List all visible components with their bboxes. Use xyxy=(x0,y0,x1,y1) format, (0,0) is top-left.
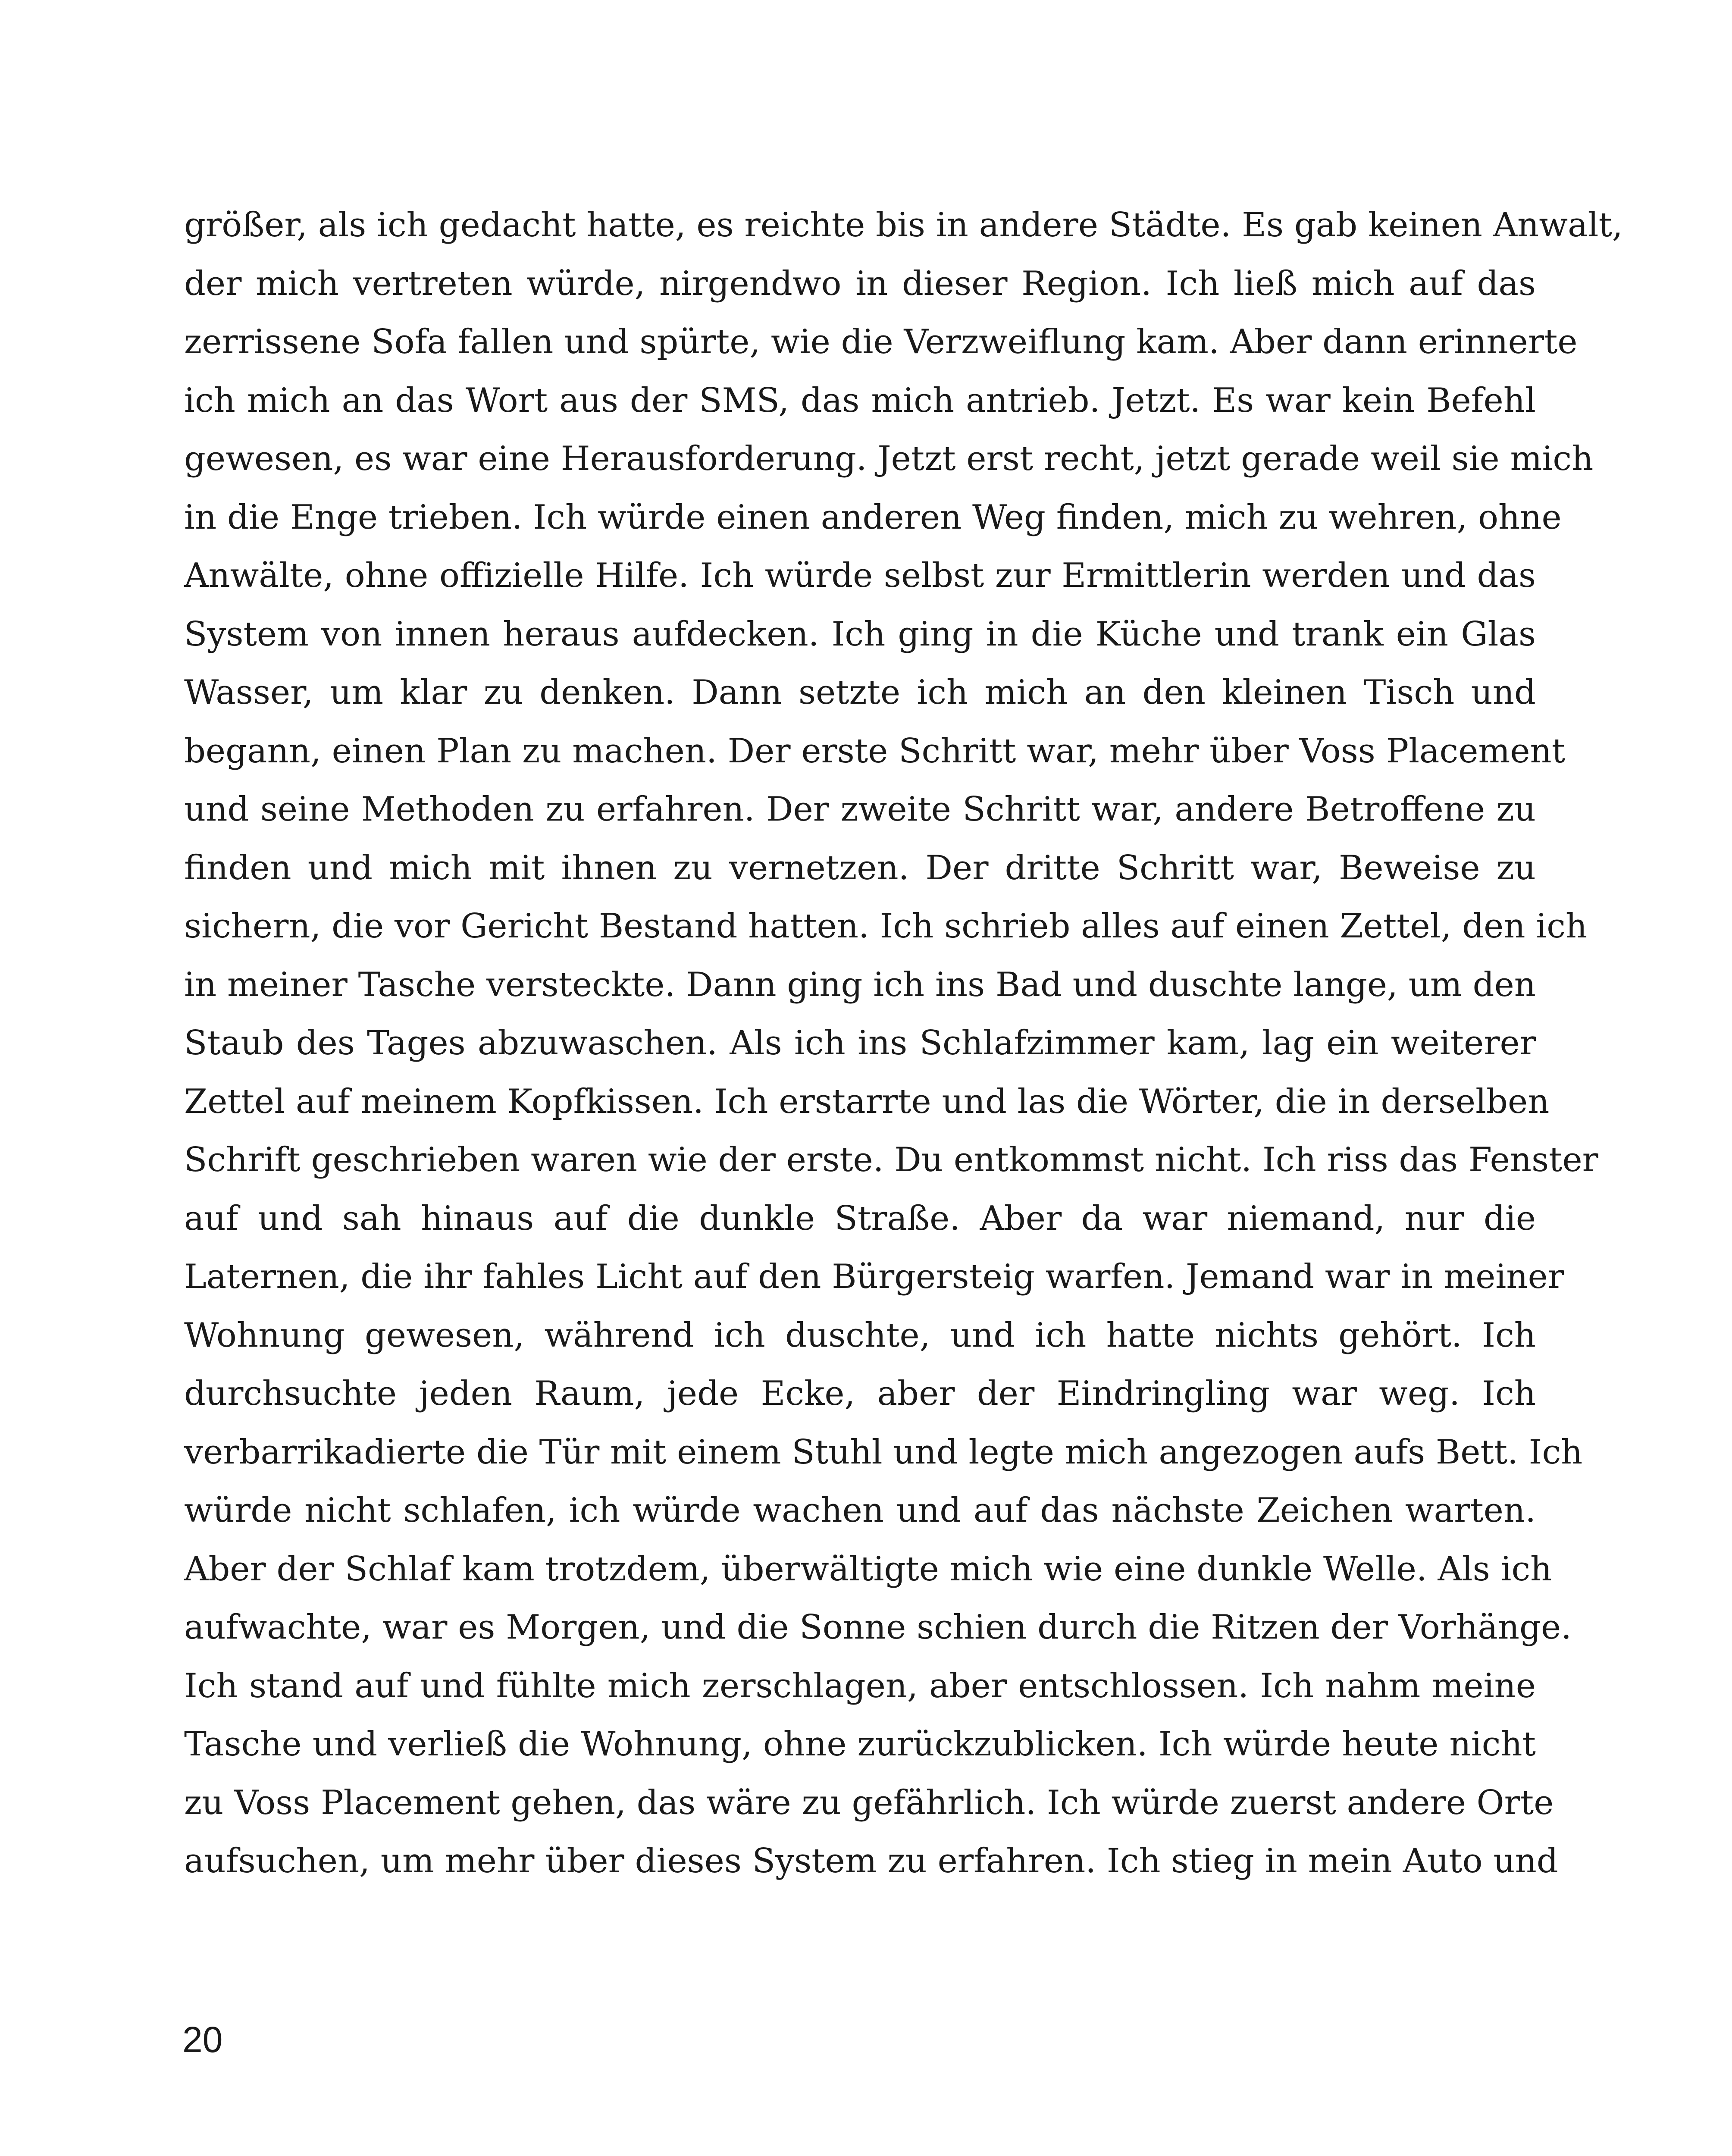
text-line: Schrift geschrieben waren wie der erste. Du entkommst nicht. Ich riss das Fenster xyxy=(184,1141,1598,1179)
text-line: Anwälte, ohne offizielle Hilfe. Ich würde selbst zur Ermittlerin werden und das xyxy=(184,556,1536,595)
text-line: ich mich an das Wort aus der SMS, das mich antrieb. Jetzt. Es war kein Befehl xyxy=(184,381,1536,420)
body-paragraph xyxy=(184,196,1623,1891)
text-line: Wasser, um klar zu denken. Dann setzte ich mich an den kleinen Tisch und xyxy=(184,673,1536,712)
text-line: Laternen, die ihr fahles Licht auf den Bürgersteig warfen. Jemand war in meiner xyxy=(184,1257,1564,1296)
text-line: aufsuchen, um mehr über dieses System zu erfahren. Ich stieg in mein Auto und xyxy=(184,1842,1558,1880)
text-line: durchsuchte jeden Raum, jede Ecke, aber der Eindringling war weg. Ich xyxy=(184,1374,1536,1413)
page-number: 20 xyxy=(182,2019,223,2060)
text-line: verbarrikadierte die Tür mit einem Stuhl und legte mich angezogen aufs Bett. Ich xyxy=(184,1432,1583,1472)
text-line: aufwachte, war es Morgen, und die Sonne schien durch die Ritzen der Vorhänge. xyxy=(184,1608,1572,1647)
text-line: begann, einen Plan zu machen. Der erste Schritt war, mehr über Voss Placement xyxy=(184,731,1566,771)
text-line: Zettel auf meinem Kopfkissen. Ich erstarrte und las die Wörter, die in derselben xyxy=(184,1082,1550,1121)
text-line: sichern, die vor Gericht Bestand hatten. Ich schrieb alles auf einen Zettel, den ich xyxy=(184,907,1588,946)
text-line: gewesen, es war eine Herausforderung. Jetzt erst recht, jetzt gerade weil sie mich xyxy=(184,439,1594,478)
text-line: System von innen heraus aufdecken. Ich ging in die Küche und trank ein Glas xyxy=(184,614,1536,654)
text-line: in meiner Tasche versteckte. Dann ging ich ins Bad und duschte lange, um den xyxy=(184,965,1536,1004)
text-line: zerrissene Sofa fallen und spürte, wie die Verzweiflung kam. Aber dann erinnerte xyxy=(184,323,1578,361)
text-line: der mich vertreten würde, nirgendwo in dieser Region. Ich ließ mich auf das xyxy=(184,264,1536,303)
text-line: größer, als ich gedacht hatte, es reichte bis in andere Städte. Es gab keinen Anwalt, xyxy=(184,206,1623,244)
text-line: würde nicht schlafen, ich würde wachen und auf das nächste Zeichen warten. xyxy=(184,1491,1536,1530)
text-line: Staub des Tages abzuwaschen. Als ich ins Schlafzimmer kam, lag ein weiterer xyxy=(184,1024,1536,1062)
text-line: Tasche und verließ die Wohnung, ohne zurückzublicken. Ich würde heute nicht xyxy=(184,1725,1536,1764)
text-line: Ich stand auf und fühlte mich zerschlagen, aber entschlossen. Ich nahm meine xyxy=(184,1666,1536,1705)
text-line: Aber der Schlaf kam trotzdem, überwältigte mich wie eine dunkle Welle. Als ich xyxy=(184,1549,1552,1589)
text-line: auf und sah hinaus auf die dunkle Straße. Aber da war niemand, nur die xyxy=(184,1199,1536,1238)
text-line: und seine Methoden zu erfahren. Der zweite Schritt war, andere Betroffene zu xyxy=(184,790,1536,829)
text-line: Wohnung gewesen, während ich duschte, und ich hatte nichts gehört. Ich xyxy=(184,1316,1536,1355)
text-line: zu Voss Placement gehen, das wäre zu gefährlich. Ich würde zuerst andere Orte xyxy=(184,1783,1554,1822)
text-line: in die Enge trieben. Ich würde einen anderen Weg finden, mich zu wehren, ohne xyxy=(184,498,1562,537)
text-line: finden und mich mit ihnen zu vernetzen. Der dritte Schritt war, Beweise zu xyxy=(184,848,1536,887)
